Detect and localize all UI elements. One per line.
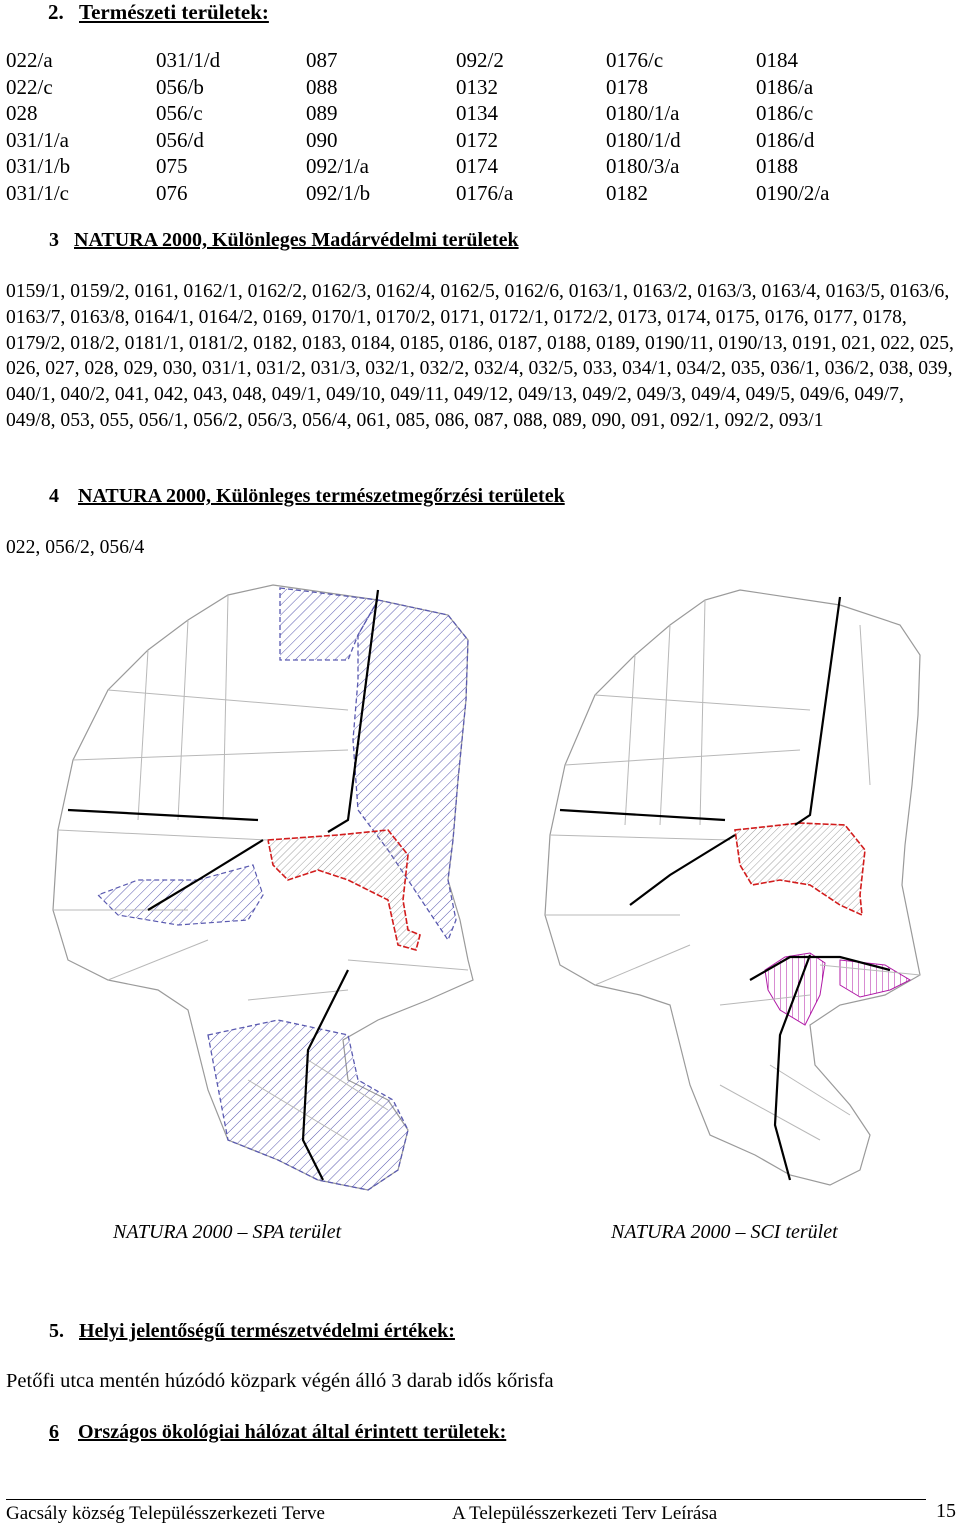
parcel-cell: 088 [306, 74, 338, 99]
parcel-cell: 0186/c [756, 101, 814, 126]
parcel-cell: 0182 [606, 180, 648, 205]
section-2-title: Természeti területek: [79, 0, 269, 24]
section-4-title: NATURA 2000, Különleges természetmegőrzési területek [78, 485, 565, 507]
section-3-number: 3 [49, 229, 59, 251]
parcel-cell: 0180/1/d [606, 127, 681, 152]
section-2-heading [48, 0, 269, 25]
section-6-number: 6 [49, 1421, 59, 1443]
parcel-cell: 031/1/d [156, 48, 221, 72]
footer-rule [6, 1499, 926, 1500]
parcel-cell: 0174 [456, 154, 498, 179]
spa-map [48, 580, 488, 1200]
parcel-row [6, 74, 906, 101]
parcel-cell: 0184 [756, 48, 798, 72]
footer-left: Gacsály község Településszerkezeti Terve [6, 1503, 325, 1524]
spa-map-caption: NATURA 2000 – SPA terület [113, 1221, 342, 1243]
parcel-cell: 0132 [456, 74, 498, 99]
parcel-cell: 0176/a [456, 180, 514, 205]
parcel-cell: 0180/1/a [606, 101, 680, 126]
parcel-table [6, 47, 906, 207]
parcel-cell: 092/2 [456, 48, 504, 72]
parcel-cell: 028 [6, 101, 38, 126]
sci-map [540, 585, 940, 1195]
sci-map-caption: NATURA 2000 – SCI terület [611, 1221, 838, 1243]
section-3-title: NATURA 2000, Különleges Madárvédelmi területek [74, 229, 519, 251]
section-4-heading [49, 485, 565, 508]
parcel-cell: 0188 [756, 154, 798, 179]
footer-center: A Településszerkezeti Terv Leírása [452, 1503, 718, 1524]
parcel-row [6, 153, 906, 180]
parcel-cell: 0180/3/a [606, 154, 680, 179]
parcel-row [6, 100, 906, 127]
spa-hatch-south [208, 1020, 408, 1190]
section-3-parcel-list: 0159/1, 0159/2, 0161, 0162/1, 0162/2, 0162/3, 0162/4, 0162/5, 0162/6, 0163/1, 0163/2, 0163/3, 0163/4, 0163/5, 0163/6, 0163/7, 0163/8, 0164/1, 0164/2, 0169, 0170/1, 0170/2, 0171, 0172/1, 0172/2, 0173, 0174, 0175, 0176, 0177, 0178, 0179/2, 018/2, 0181/1, 0181/2, 0182, 0183, 0184, 0185, 0186, 0187, 0188, 0189, 0190/11, 0190/13, 0191, 021, 022, 025, 026, 027, 028, 029, 030, 031/1, 031/2, 031/3, 032/1, 032/2, 032/4, 032/5, 033, 034/1, 034/2, 035, 036/1, 036/2, 038, 039, 040/1, 040/2, 041, 042, 043, 048, 049/1, 049/10, 049/11, 049/12, 049/13, 049/2, 049/3, 049/4, 049/5, 049/6, 049/7, 049/8, 053, 055, 056/1, 056/2, 056/3, 056/4, 061, 085, 086, 087, 088, 089, 090, 091, 092/1, 092/2, 093/1 [6, 281, 954, 431]
section-6-heading [49, 1421, 506, 1444]
parcel-cell: 087 [306, 48, 338, 72]
parcel-row [6, 47, 906, 74]
parcel-cell: 022/c [6, 74, 53, 99]
section-4-parcel-list: 022, 056/2, 056/4 [6, 537, 145, 558]
parcel-cell: 089 [306, 101, 338, 126]
parcel-cell: 056/d [156, 127, 204, 152]
parcel-cell: 092/1/b [306, 180, 371, 205]
parcel-cell: 090 [306, 127, 338, 152]
section-4-number: 4 [49, 485, 59, 507]
parcel-cell: 092/1/a [306, 154, 369, 179]
section-5-number: 5. [49, 1320, 64, 1342]
parcel-row [6, 127, 906, 154]
section-6-title: Országos ökológiai hálózat által érintett területek: [78, 1421, 507, 1443]
parcel-cell: 031/1/c [6, 180, 69, 205]
parcel-cell: 0176/c [606, 48, 664, 72]
parcel-cell: 0178 [606, 74, 648, 99]
parcel-cell: 022/a [6, 48, 53, 72]
parcel-cell: 0134 [456, 101, 498, 126]
parcel-cell: 056/c [156, 101, 203, 126]
parcel-cell: 0186/d [756, 127, 815, 152]
page-number: 15 [936, 1500, 956, 1522]
section-5-heading [49, 1320, 455, 1343]
section-5-title: Helyi jelentőségű természetvédelmi értékek: [79, 1320, 455, 1342]
section-2-number: 2. [48, 0, 64, 24]
parcel-cell: 031/1/b [6, 154, 71, 179]
parcel-cell: 0186/a [756, 74, 814, 99]
section-3-heading [49, 229, 519, 252]
parcel-cell: 075 [156, 154, 188, 179]
parcel-row [6, 180, 906, 207]
parcel-cell: 031/1/a [6, 127, 69, 152]
section-5-text: Petőfi utca mentén húzódó közpark végén álló 3 darab idős kőrisfa [6, 1370, 554, 1392]
parcel-cell: 076 [156, 180, 188, 205]
parcel-cell: 056/b [156, 74, 204, 99]
parcel-cell: 0190/2/a [756, 180, 830, 205]
parcel-cell: 0172 [456, 127, 498, 152]
